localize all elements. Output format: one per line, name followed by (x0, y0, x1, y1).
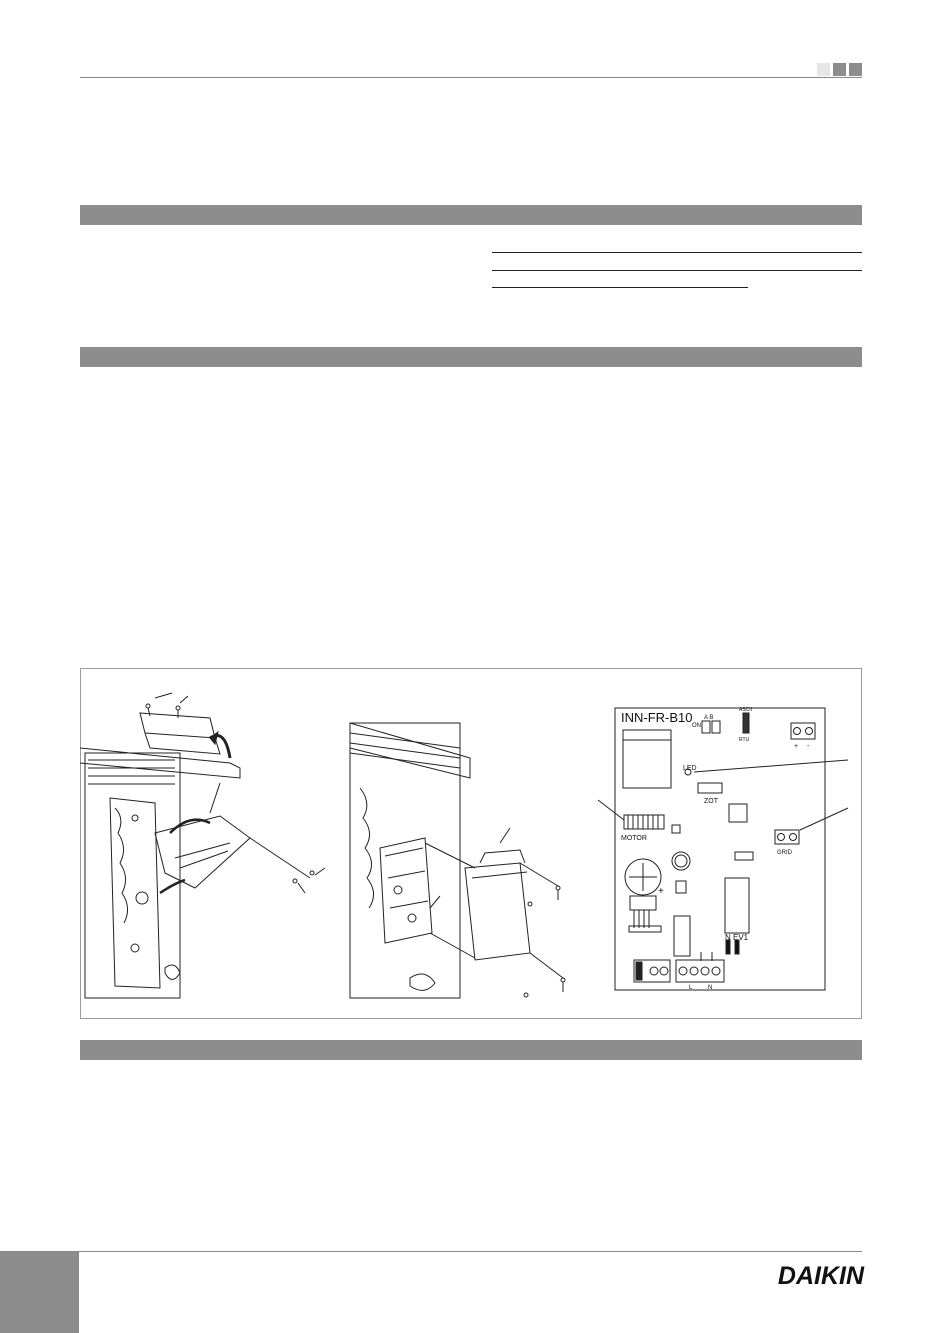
page-tab-square-1 (817, 63, 830, 76)
led-label: LED (683, 765, 697, 772)
pcb-drawing (598, 708, 848, 990)
dip-ab-label: A B (704, 715, 714, 721)
power-n-label: N (708, 985, 713, 991)
dip-on-label: ON (692, 723, 701, 729)
plus-label: + (794, 743, 799, 750)
page-tab-square-2 (833, 63, 846, 76)
header-rule (80, 77, 862, 78)
section-bar-1 (80, 205, 862, 225)
daikin-logo (730, 1258, 865, 1292)
fill-in-line-1 (492, 252, 862, 253)
minus-label: - (807, 743, 810, 750)
zot-label: ZOT (704, 798, 718, 805)
control-box-mounting-drawing (350, 723, 565, 998)
brand-name: DAIKIN (777, 1262, 864, 1290)
power-l-label: L (689, 985, 693, 991)
grid-label: GRID (777, 850, 792, 856)
fill-in-line-3 (492, 287, 748, 288)
footer-rule (0, 1251, 862, 1252)
footer-tab (0, 1252, 79, 1333)
jumper-bottom-label: RTU (739, 737, 750, 743)
section-bar-3 (80, 1040, 862, 1060)
page-tab-square-3 (849, 63, 862, 76)
section-bar-2 (80, 347, 862, 367)
pcb-model-label: INN-FR-B10 (621, 710, 693, 725)
jumper-top-label: ASCII (739, 707, 753, 713)
motor-label: MOTOR (621, 835, 647, 842)
capacitor-plus-label: + (658, 886, 664, 897)
fill-in-line-2 (492, 270, 862, 271)
ev1-label: N EV1 (725, 933, 749, 942)
installation-figure (80, 668, 862, 1019)
unit-cover-removal-drawing (80, 693, 325, 998)
pcb-module (623, 730, 671, 788)
